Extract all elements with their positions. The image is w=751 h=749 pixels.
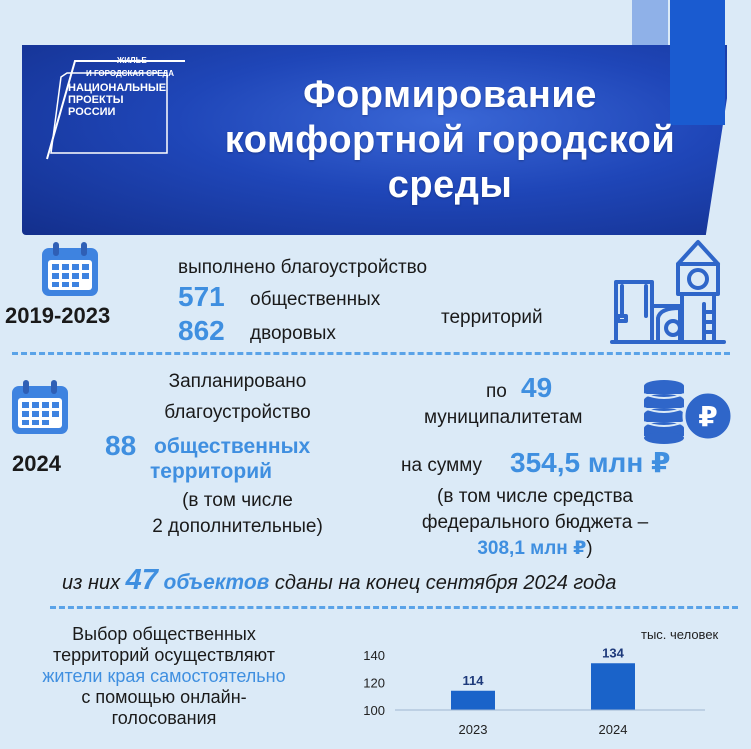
federal-line3 xyxy=(390,536,680,562)
page-title xyxy=(170,73,730,208)
federal-value: 308,1 млн ₽ xyxy=(477,538,587,559)
bar-2024 xyxy=(591,663,635,710)
territories-label: территорий xyxy=(441,307,543,328)
public-label: общественных xyxy=(250,289,381,310)
svg-text:₽: ₽ xyxy=(698,400,718,433)
logo-main-line3: РОССИИ xyxy=(68,106,116,118)
vote-block xyxy=(4,624,324,729)
period-label: 2019-2023 xyxy=(5,303,111,328)
summary-count: 47 xyxy=(125,564,158,596)
bar-value-label: 134 xyxy=(602,645,624,661)
summary-suffix: сданы на конец сентября 2024 года xyxy=(274,572,617,594)
summary-line xyxy=(62,564,616,597)
y-tick-label: 120 xyxy=(363,675,385,691)
federal-line2: федерального бюджета – xyxy=(421,512,649,533)
vote-line5: голосования xyxy=(111,708,217,728)
vote-line4: с помощью онлайн- xyxy=(81,687,247,707)
logo-line1: ЖИЛЬЕ xyxy=(117,56,147,65)
vote-bar-chart xyxy=(355,640,735,749)
note-line2: 2 дополнительные) xyxy=(152,516,323,537)
planned-note xyxy=(100,488,375,540)
year-label: 2024 xyxy=(12,451,61,476)
vote-line1: Выбор общественных xyxy=(72,624,256,644)
by-prefix: по xyxy=(486,381,507,402)
planned-line1: Запланировано xyxy=(168,371,307,392)
sum-prefix: на сумму xyxy=(401,455,482,476)
section-divider xyxy=(12,352,730,355)
bar-value-label: 114 xyxy=(462,672,484,688)
municipalities-count: 49 xyxy=(521,372,553,403)
x-tick-label: 2023 xyxy=(458,722,488,737)
y-tick-label: 100 xyxy=(363,703,385,718)
improvement-intro: выполнено благоустройство xyxy=(178,257,428,278)
calendar-icon xyxy=(38,240,102,298)
vote-line2: территорий осуществляют xyxy=(53,645,275,665)
title-line2: комфортной городской xyxy=(224,119,676,161)
playground-icon xyxy=(608,234,728,346)
federal-close: ) xyxy=(586,538,593,559)
y-tick-label: 140 xyxy=(363,648,385,663)
vote-line3: жители края самостоятельно xyxy=(42,666,286,686)
section-divider xyxy=(50,606,738,609)
logo-main-line2: ПРОЕКТЫ xyxy=(68,94,124,106)
yard-count: 862 xyxy=(178,315,225,346)
summary-prefix: из них xyxy=(62,572,121,594)
planned-line2: благоустройство xyxy=(164,402,311,423)
municipalities-label: муниципалитетам xyxy=(424,407,583,428)
x-tick-label: 2024 xyxy=(598,722,628,737)
planned-territories: территорий xyxy=(150,460,273,483)
public-count: 571 xyxy=(178,281,225,312)
federal-line1: (в том числе средства xyxy=(437,486,633,507)
logo-main-line1: НАЦИОНАЛЬНЫЕ xyxy=(68,82,167,94)
chart-unit-label: тыс. человек xyxy=(641,627,719,642)
sum-value: 354,5 млн ₽ xyxy=(510,447,671,478)
logo-main xyxy=(68,82,166,118)
logo-line2: И ГОРОДСКАЯ СРЕДА xyxy=(86,69,175,78)
planned-count-label: общественных xyxy=(154,435,311,458)
note-line1: (в том числе xyxy=(182,490,293,511)
coins-ruble-icon xyxy=(640,378,736,448)
planned-block xyxy=(100,366,375,428)
yard-label: дворовых xyxy=(250,323,336,344)
title-line1: Формирование xyxy=(303,74,597,116)
title-line3: среды xyxy=(387,164,513,206)
bar-2023 xyxy=(451,691,495,710)
summary-objects: объектов xyxy=(163,571,270,594)
federal-budget-block xyxy=(390,484,680,562)
planned-count: 88 xyxy=(105,430,137,461)
calendar-icon xyxy=(8,378,72,436)
